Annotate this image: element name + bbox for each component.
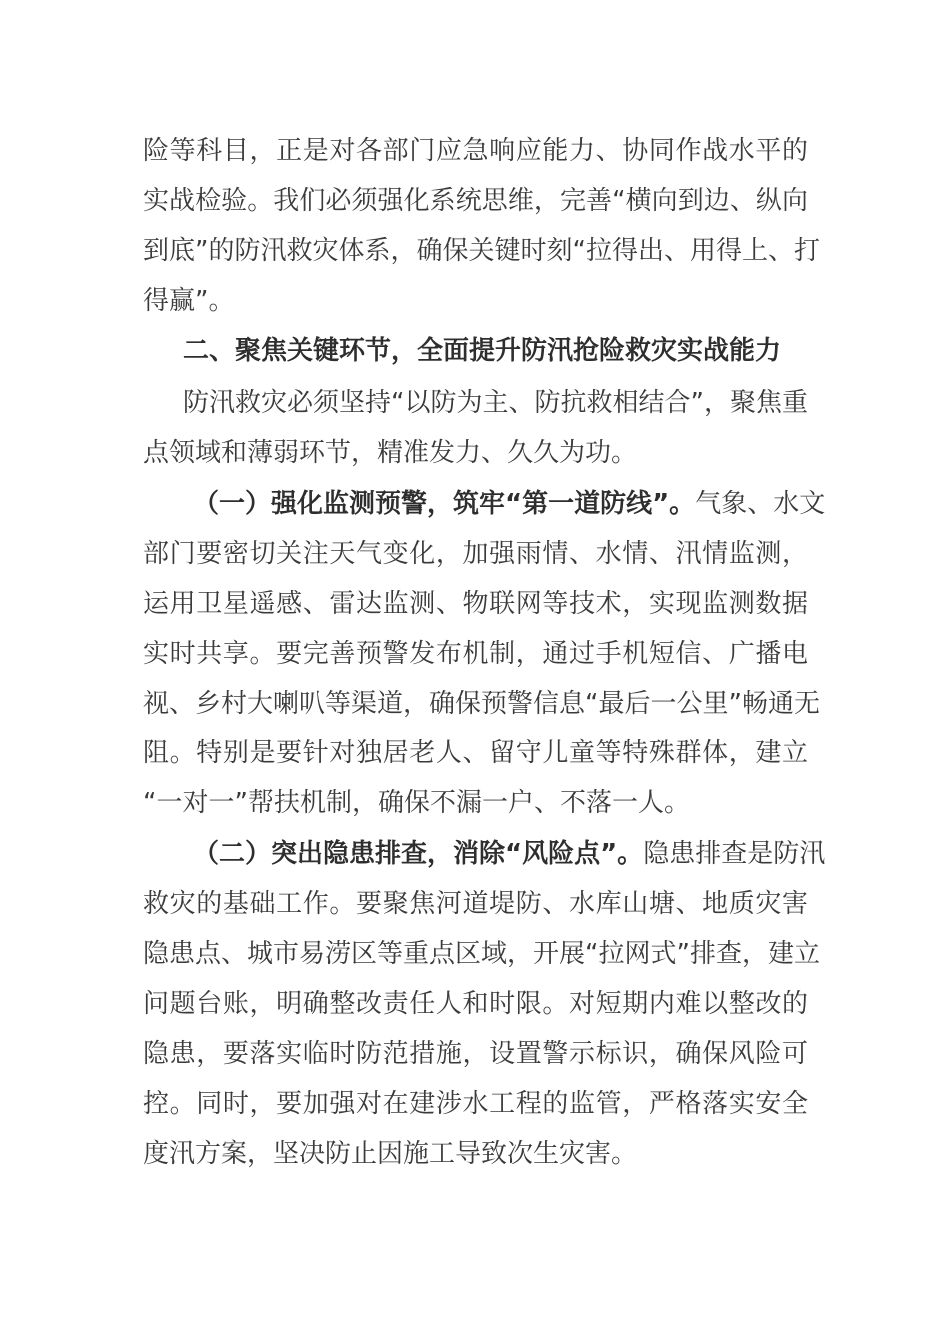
body-text-line: 实战检验。我们必须强化系统思维，完善“横向到边、纵向 [143,186,808,216]
body-text-line: 控。同时，要加强对在建涉水工程的监管，严格落实安全 [143,1089,808,1119]
body-text-line: 部门要密切关注天气变化，加强雨情、水情、汛情监测， [143,539,808,569]
subsection-first-line [193,834,826,874]
body-text-line: 隐患点、城市易涝区等重点区域，开展“拉网式”排查，建立 [143,939,820,969]
subsection-heading: （一）强化监测预警，筑牢“第一道防线”。 [193,489,696,519]
body-text-line: 度汛方案，坚决防止因施工导致次生灾害。 [143,1139,638,1169]
body-text-line: 救灾的基础工作。要聚焦河道堤防、水库山塘、地质灾害 [143,889,808,919]
body-text-line: 得赢”。 [143,286,235,316]
body-text-line: 问题台账，明确整改责任人和时限。对短期内难以整改的 [143,989,808,1019]
body-text-line: 实时共享。要完善预警发布机制，通过手机短信、广播电 [143,639,808,669]
body-text: 气象、水文 [695,489,826,519]
section-heading: 二、聚焦关键环节，全面提升防汛抢险救灾实战能力 [183,336,782,366]
body-text-line: 阻。特别是要针对独居老人、留守儿童等特殊群体，建立 [143,738,808,768]
body-text-line: 险等科目，正是对各部门应急响应能力、协同作战水平的 [143,136,808,166]
body-text-line: 隐患，要落实临时防范措施，设置警示标识，确保风险可 [143,1039,808,1069]
body-text-line: 点领域和薄弱环节，精准发力、久久为功。 [143,438,638,468]
body-text-line: 到底”的防汛救灾体系，确保关键时刻“拉得出、用得上、打 [143,236,820,266]
body-text-line: “一对一”帮扶机制，确保不漏一户、不落一人。 [143,788,690,818]
subsection-first-line [193,484,826,524]
body-text: 隐患排查是防汛 [643,839,826,869]
body-text-line: 运用卫星遥感、雷达监测、物联网等技术，实现监测数据 [143,589,808,619]
subsection-heading: （二）突出隐患排查，消除“风险点”。 [193,839,644,869]
paragraph-first-line: 防汛救灾必须坚持“以防为主、防抗救相结合”，聚焦重 [183,388,808,418]
body-text-line: 视、乡村大喇叭等渠道，确保预警信息“最后一公里”畅通无 [143,689,820,719]
